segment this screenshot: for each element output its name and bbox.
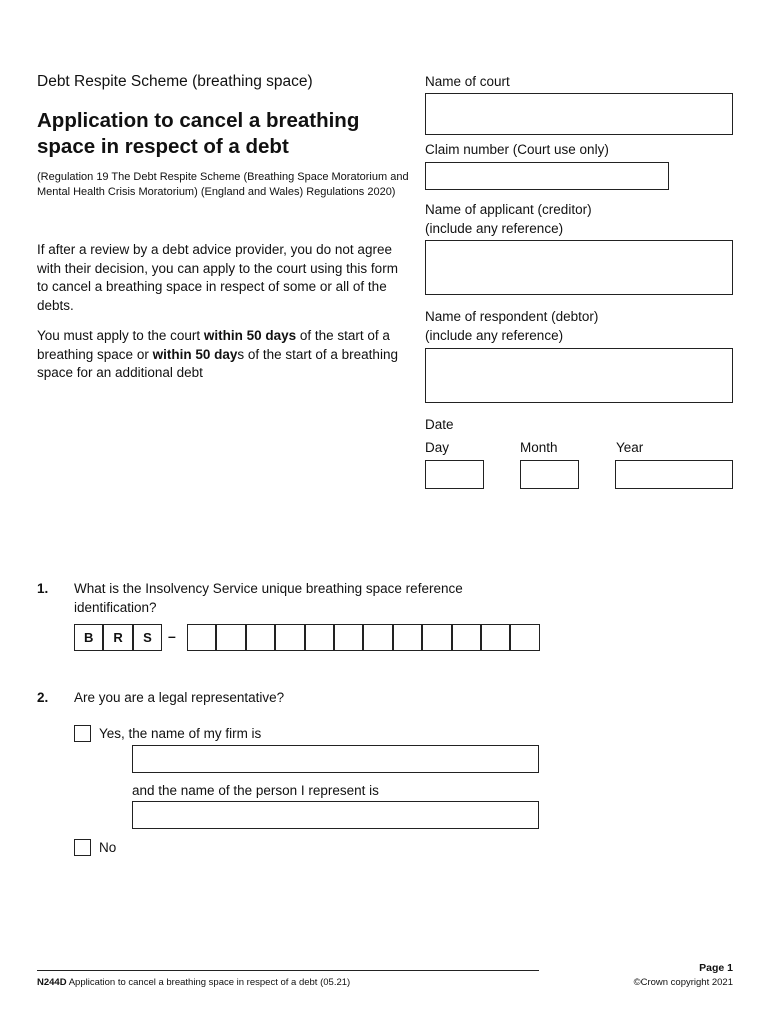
brs-prefix-r: R xyxy=(103,624,132,651)
footer-rule xyxy=(37,970,539,971)
court-name-label: Name of court xyxy=(425,74,510,89)
reference-id-cell[interactable] xyxy=(305,624,334,651)
day-field[interactable] xyxy=(425,460,484,489)
person-represented-field[interactable] xyxy=(132,801,539,829)
applicant-field[interactable] xyxy=(425,240,733,295)
brs-prefix-b: B xyxy=(74,624,103,651)
applicant-label xyxy=(425,201,592,238)
deadline-text-1: You must apply to the court xyxy=(37,328,204,343)
month-field[interactable] xyxy=(520,460,579,489)
footer-form-title: Application to cancel a breathing space in respect of a debt (05.21) xyxy=(68,977,351,988)
reference-id-cell[interactable] xyxy=(275,624,304,651)
deadline-emphasis-2: within 50 day xyxy=(152,346,238,362)
claim-number-field[interactable] xyxy=(425,162,669,190)
q2-number: 2. xyxy=(37,690,49,705)
copyright: ©Crown copyright 2021 xyxy=(633,977,733,988)
reference-id-cell[interactable] xyxy=(510,624,539,651)
scheme-title: Debt Respite Scheme (breathing space) xyxy=(37,73,313,90)
respondent-label-line-2: (include any reference) xyxy=(425,327,564,343)
respondent-label-line-1: Name of respondent (debtor) xyxy=(425,309,599,324)
yes-label: Yes, the name of my firm is xyxy=(99,726,262,741)
reference-id-cell[interactable] xyxy=(422,624,451,651)
reference-id-cell[interactable] xyxy=(452,624,481,651)
respondent-label xyxy=(425,308,598,345)
brs-dash: – xyxy=(168,628,176,644)
deadline-text-3: s of the start of a breathing space for an additional debt xyxy=(37,346,398,380)
deadline-emphasis-1: within 50 days xyxy=(203,328,297,343)
day-label: Day xyxy=(425,440,450,455)
applicant-label-line-1: Name of applicant (creditor) xyxy=(425,202,592,217)
reference-id-cell[interactable] xyxy=(246,624,275,651)
q1-text: What is the Insolvency Service unique breathing space reference identification? xyxy=(74,581,463,615)
year-label: Year xyxy=(616,440,644,455)
no-label: No xyxy=(99,840,117,855)
footer-code: N244D xyxy=(37,977,67,988)
firm-name-field[interactable] xyxy=(132,745,539,773)
year-field[interactable] xyxy=(615,460,733,489)
claim-number-label: Claim number (Court use only) xyxy=(425,142,609,157)
form-title: Application to cancel a breathing space in respect of a debt xyxy=(37,109,360,158)
reference-id-cell[interactable] xyxy=(363,624,392,651)
q1-number: 1. xyxy=(37,581,49,596)
footer-form-ref xyxy=(37,977,350,988)
date-label: Date xyxy=(425,417,454,432)
person-label: and the name of the person I represent is xyxy=(132,783,379,798)
applicant-label-line-2: (include any reference) xyxy=(425,220,564,236)
reference-id-cell[interactable] xyxy=(216,624,245,651)
deadline-text-2: of the start of a breathing space or xyxy=(37,328,390,362)
reference-id-cell[interactable] xyxy=(393,624,422,651)
reference-id-cell[interactable] xyxy=(481,624,510,651)
deadline-paragraph xyxy=(37,327,409,383)
reference-id-cell[interactable] xyxy=(187,624,216,651)
q2-text: Are you are a legal representative? xyxy=(74,690,285,705)
respondent-field[interactable] xyxy=(425,348,733,403)
no-checkbox[interactable] xyxy=(74,839,91,856)
intro-paragraph: If after a review by a debt advice provider, you do not agree with their decision, you can apply to the court using this form to cancel a breathing space in respect of some or all of the debts. xyxy=(37,242,398,313)
page-number: Page 1 xyxy=(699,962,733,974)
court-name-field[interactable] xyxy=(425,93,733,135)
brs-prefix-s: S xyxy=(133,624,162,651)
reference-id-cell[interactable] xyxy=(334,624,363,651)
regulation-note: (Regulation 19 The Debt Respite Scheme (Breathing Space Moratorium and Mental Health Crisis Moratorium) (England and Wales) Regulations 2020) xyxy=(37,171,409,198)
month-label: Month xyxy=(520,440,558,455)
yes-checkbox[interactable] xyxy=(74,725,91,742)
